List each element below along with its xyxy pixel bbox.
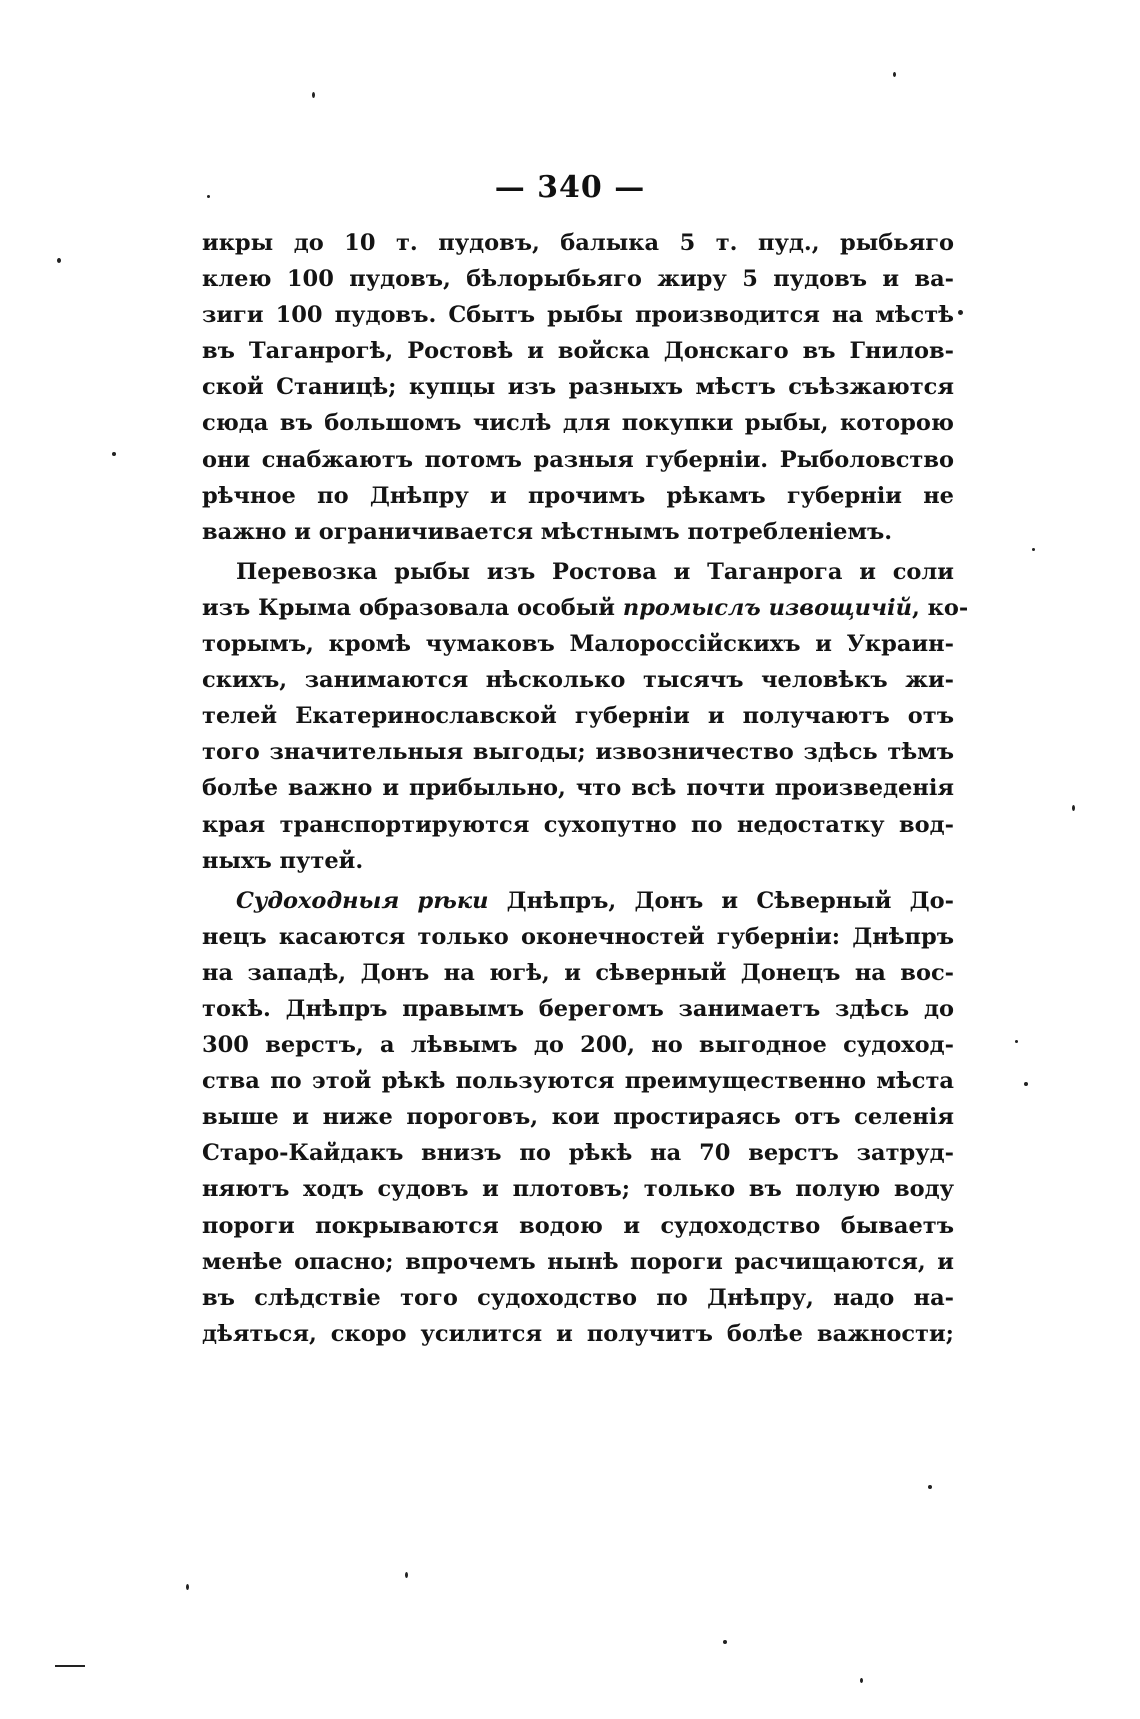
scan-speck	[57, 258, 61, 263]
text-line: 300 верстъ, а лѣвымъ до 200, но выгодное судоход-	[202, 1032, 954, 1059]
scan-speck	[112, 452, 116, 456]
scan-speck	[405, 1572, 408, 1578]
paragraph-transport	[202, 554, 969, 879]
text-line: выше и ниже пороговъ, кои простираясь отъ селенія	[202, 1104, 954, 1131]
scan-speck	[860, 1678, 863, 1683]
text-line: на западѣ, Донъ на югѣ, и сѣверный Донецъ на вос-	[202, 959, 954, 986]
text-segment: изъ Крыма образовала особый	[202, 594, 615, 621]
text-line: нецъ касаются только оконечностей губерніи: Днѣпръ	[202, 923, 954, 950]
text-line: менѣе опасно; впрочемъ нынѣ пороги расчищаются, и	[202, 1248, 954, 1275]
text-segment: Днѣпръ, Донъ и Сѣверный До-	[488, 887, 954, 914]
text-line: края транспортируются сухопутно по недостатку вод-	[202, 811, 954, 838]
scan-speck	[928, 1485, 932, 1489]
italic-term: Судоходныя рѣки	[236, 887, 489, 914]
text-line: ства по этой рѣкѣ пользуются преимущественно мѣста	[202, 1068, 954, 1095]
scan-speck	[1015, 1040, 1018, 1043]
text-line: пороги покрываются водою и судоходство бываетъ	[202, 1212, 954, 1239]
scan-speck	[723, 1640, 727, 1644]
text-line: няютъ ходъ судовъ и плотовъ; только въ полую воду	[202, 1176, 954, 1203]
scan-speck	[958, 310, 963, 315]
text-line: торымъ, кромѣ чумаковъ Малороссійскихъ и Украин-	[202, 631, 954, 658]
text-line: дѣяться, скоро усилится и получитъ болѣе важности;	[202, 1320, 954, 1347]
italic-term: промыслъ извощичій	[622, 594, 912, 621]
text-segment: , ко-	[911, 594, 969, 621]
scan-speck	[1032, 548, 1035, 551]
scan-speck	[186, 1584, 189, 1590]
body-text	[202, 225, 969, 1352]
text-line: рѣчное по Днѣпру и прочимъ рѣкамъ губерніи не	[202, 482, 954, 509]
text-line: въ слѣдствіе того судоходство по Днѣпру, надо на-	[202, 1284, 954, 1311]
text-line: въ Таганрогѣ, Ростовѣ и войска Донскаго въ Гнилов-	[202, 338, 954, 365]
scan-speck	[1072, 805, 1075, 811]
scan-mark	[55, 1665, 85, 1667]
page-number: — 340 —	[494, 170, 646, 205]
text-line: икры до 10 т. пудовъ, балыка 5 т. пуд., рыбьяго	[202, 230, 954, 256]
text-line-mixed	[202, 590, 969, 626]
scan-speck	[1024, 1082, 1028, 1086]
text-line: того значительныя выгоды; извозничество здѣсь тѣмъ	[202, 739, 954, 766]
text-line: зиги 100 пудовъ. Сбытъ рыбы производится на мѣстѣ	[202, 302, 954, 329]
scan-speck	[312, 92, 315, 98]
text-line: Старо-Кайдакъ внизъ по рѣкѣ на 70 верстъ затруд-	[202, 1140, 954, 1167]
text-line: клею 100 пудовъ, бѣлорыбьяго жиру 5 пудовъ и ва-	[202, 266, 954, 293]
text-line: ской Станицѣ; купцы изъ разныхъ мѣстъ съѣзжаются	[202, 374, 954, 401]
scan-speck	[893, 72, 896, 77]
text-line: сюда въ большомъ числѣ для покупки рыбы, которою	[202, 410, 954, 437]
text-line: скихъ, занимаются нѣсколько тысячъ человѣкъ жи-	[202, 667, 954, 694]
text-line: ныхъ путей.	[202, 847, 364, 874]
paragraph-fishery	[202, 225, 954, 550]
paragraph-rivers	[202, 883, 954, 1352]
text-line: телей Екатеринославской губерніи и получаютъ отъ	[202, 703, 954, 730]
text-line: Перевозка рыбы изъ Ростова и Таганрога и соли	[236, 558, 954, 585]
text-line: они снабжаютъ потомъ разныя губерніи. Рыболовство	[202, 446, 954, 473]
text-line: токѣ. Днѣпръ правымъ берегомъ занимаетъ здѣсь до	[202, 995, 954, 1022]
text-line: болѣе важно и прибыльно, что всѣ почти произведенія	[202, 775, 954, 802]
text-line: важно и ограничивается мѣстнымъ потребленіемъ.	[202, 518, 893, 545]
text-line-mixed	[202, 883, 954, 919]
scan-speck	[207, 195, 210, 198]
